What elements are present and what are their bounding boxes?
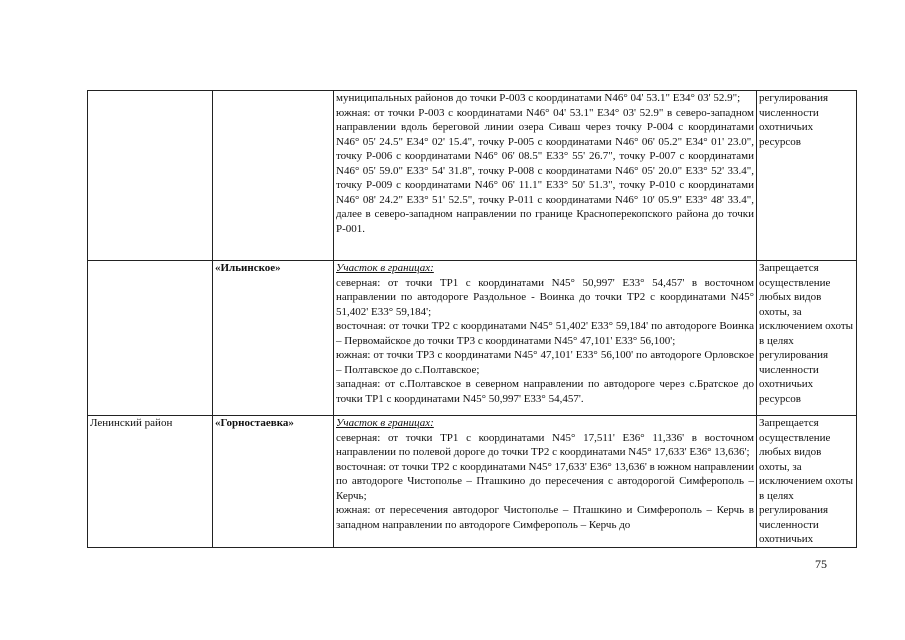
boundary-line: южная: от точки Р-003 с координатами N46° 04' 53.1" E34° 03' 52.9" в северо-западном направлении вдоль береговой линии озера Сиваш через точку Р-004 с координатами N46° 05' 24.5" E34° 02' 15.4", точку Р-005 с координатами N46° 06' 05.2" E34° 01' 23.0", точку Р-006 с координатами N46° 06' 08.5" E33° 55' 26.7", точку Р-007 с координатами N46° 05' 59.0" E33° 54' 31.8", точку Р-008 с координатами N46° 05' 20.0" E33° 52' 33.4", точку Р-009 с координатами N46° 06' 11.1" E33° 50' 51.3", точку Р-010 с координатами N46° 08' 24.2" E33° 51' 52.5", точку Р-011 с координатами N46° 10' 05.9" E33° 48' 33.4", далее в северо-западном направлении по границе Красноперекопского района до точки Р-001. xyxy=(336,106,754,235)
boundary-cell xyxy=(334,416,757,548)
district-cell xyxy=(88,91,213,261)
district-cell xyxy=(88,261,213,416)
boundary-line: западная: от с.Полтавское в северном направлении по автодороге через с.Братское до точки ТР1 с координатами N45° 50,997' E33° 54,457'. xyxy=(336,378,754,405)
restriction-note-cell: регулирования численности охотничьих ресурсов xyxy=(757,91,857,261)
page-number: 75 xyxy=(815,557,827,571)
site-cell: «Горностаевка» xyxy=(213,416,334,548)
boundary-line: муниципальных районов до точки Р-003 с координатами N46° 04' 53.1" E34° 03' 52.9"; xyxy=(336,92,741,104)
boundary-line: восточная: от точки ТР2 с координатами N45° 17,633' E36° 13,636' в южном направлении по автодороге Чистополье – Пташкино до пересечения с автодорогой Симферополь – Керчь; xyxy=(336,460,754,502)
boundary-heading: Участок в границах: xyxy=(336,417,434,429)
site-cell: «Ильинское» xyxy=(213,261,334,416)
hunting-grounds-table xyxy=(87,90,857,548)
table-row xyxy=(88,261,857,416)
boundary-line: восточная: от точки ТР2 с координатами N45° 51,402' E33° 59,184' по автодороге Воинка – Первомайское до точки ТР3 с координатами N45° 47,101' E33° 56,100'; xyxy=(336,320,754,347)
boundary-line: северная: от точки ТР1 с координатами N45° 50,997' E33° 54,457' в восточном направлении по автодороге Раздольное - Воинка до точки ТР2 с координатами N45° 51,402' E33° 59,184'; xyxy=(336,276,754,318)
boundary-cell xyxy=(334,261,757,416)
boundary-heading: Участок в границах: xyxy=(336,262,434,274)
site-cell xyxy=(213,91,334,261)
table-row xyxy=(88,91,857,261)
table-row xyxy=(88,416,857,548)
district-cell: Ленинский район xyxy=(88,416,213,548)
boundary-line: южная: от пересечения автодорог Чистополье – Пташкино и Симферополь – Керчь в западном направлении по автодороге Симферополь – Керчь до xyxy=(336,504,754,531)
boundary-line: южная: от точки ТР3 с координатами N45° 47,101' E33° 56,100' по автодороге Орловское – Полтавское до с.Полтавское; xyxy=(336,349,754,376)
boundary-line: северная: от точки ТР1 с координатами N45° 17,511' E36° 11,336' в восточном направлении по полевой дороге до точки ТР2 с координатами N45° 17,633' E36° 13,636'; xyxy=(336,431,754,458)
restriction-note-cell: Запрещается осуществление любых видов охоты, за исключением охоты в целях регулирования численности охотничьих xyxy=(757,416,857,548)
boundary-cell xyxy=(334,91,757,261)
restriction-note-cell: Запрещается осуществление любых видов охоты, за исключением охоты в целях регулирования численности охотничьих ресурсов xyxy=(757,261,857,416)
